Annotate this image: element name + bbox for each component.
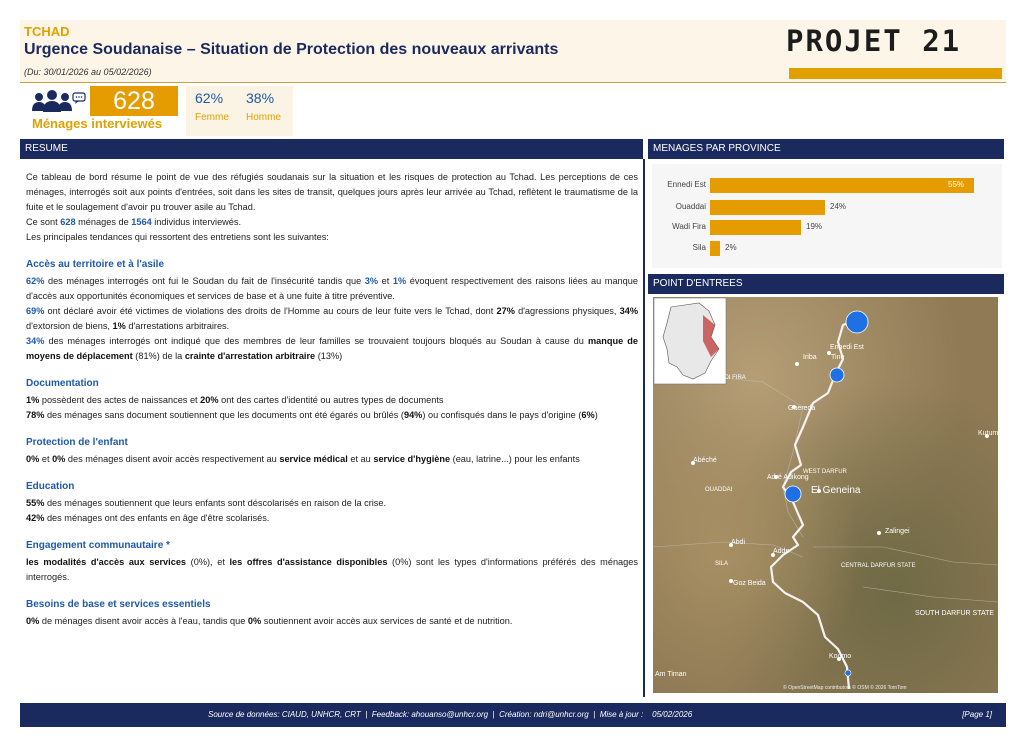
date-range: (Du: 30/01/2026 au 05/02/2026) — [24, 67, 152, 77]
female-label: Femme — [195, 112, 229, 123]
projet21-logo: PROJET 21 — [786, 24, 962, 58]
text: ) ou confisqués dans le pays d'origine ( — [422, 410, 582, 420]
text-bold: les modalités d'accès aux services — [26, 557, 187, 567]
map-label-am-timan: Am Timan — [655, 671, 687, 678]
map-label-wadi-fira: WADI FIRA — [715, 375, 746, 381]
map-label-ouaddai: OUADDAI — [705, 487, 733, 493]
basic-needs-title: Besoins de base et services essentiels — [26, 599, 211, 610]
text: d'arrestations arbitraires. — [125, 321, 230, 331]
count-households: 628 — [60, 217, 76, 227]
page-header — [20, 20, 1006, 82]
stat: 55% — [26, 498, 45, 508]
trends-text: Les principales tendances qui ressortent des entretiens sont les suivantes: — [26, 232, 329, 242]
text-bold: les offres d'assistance disponibles — [229, 557, 388, 567]
province-label: Sila — [692, 243, 706, 252]
map-label-adde: Adde — [773, 548, 790, 555]
province-bar — [710, 220, 801, 235]
province-row — [652, 178, 1002, 193]
community-title: Engagement communautaire * — [26, 540, 170, 551]
stat: 94% — [403, 410, 423, 420]
households-kpi — [20, 86, 186, 136]
map-label-ennedi: Ennedi Est — [830, 344, 864, 351]
text-bold: service médical — [279, 454, 348, 464]
provinces-header: MENAGES PAR PROVINCE — [648, 139, 1004, 159]
documentation-paragraph — [26, 393, 638, 423]
count-text: ménages de — [75, 217, 132, 227]
text: évoquent respectivement des raisons liées au manque d'accès aux opportunités économiques et services de base et à une fuite à titre préventive. — [26, 276, 638, 301]
province-bar — [710, 178, 974, 193]
count-text: individus interviewés. — [151, 217, 242, 227]
province-row — [652, 241, 1002, 256]
stat: 42% — [26, 513, 45, 523]
entry-points-header: POINT D'ENTREES — [648, 274, 1004, 294]
page-number: [Page 1] — [962, 710, 992, 719]
map-label-zalingei: Zalingei — [885, 528, 910, 535]
documentation-title: Documentation — [26, 378, 99, 389]
province-row — [652, 200, 1002, 215]
text: soutiennent avoir accès aux services de santé et de nutrition. — [261, 616, 513, 626]
child-protection-title: Protection de l'enfant — [26, 437, 128, 448]
child-protection-paragraph — [26, 452, 638, 467]
text: des ménages interrogés ont fui le Soudan du fait de l'insécurité tandis que — [44, 276, 365, 286]
entry-point-marker[interactable] — [830, 368, 844, 382]
map-label-abeche: Abéché — [693, 457, 717, 464]
education-title: Education — [26, 481, 75, 492]
access-paragraph — [26, 274, 638, 364]
male-pct: 38% — [246, 90, 275, 106]
stat: 78% — [26, 410, 45, 420]
text: (81%) de la — [132, 351, 185, 361]
text-bold: manque de moyens de déplacement — [26, 336, 639, 361]
text: et au — [347, 454, 374, 464]
stat: 34% — [26, 336, 45, 346]
text: des ménages ont des enfants en âge d'être scolarisés. — [44, 513, 270, 523]
entry-point-marker[interactable] — [845, 670, 851, 676]
text: et — [378, 276, 393, 286]
stat: 0% — [26, 616, 40, 626]
map-label-tine: Tine — [831, 354, 845, 361]
province-bar-chart — [652, 164, 1002, 268]
community-paragraph — [26, 555, 638, 585]
province-label: Wadi Fira — [672, 222, 706, 231]
stat: 34% — [619, 306, 639, 316]
map-label-el-geneina: El Geneina — [811, 485, 861, 496]
text-bold: crainte d'arrestation arbitraire — [184, 351, 316, 361]
entry-point-marker[interactable] — [785, 486, 801, 502]
male-stat — [246, 90, 281, 123]
gender-breakdown — [186, 86, 293, 136]
text: des ménages sans document soutiennent que les documents ont été égarés ou brûlés ( — [44, 410, 404, 420]
count-text: Ce sont — [26, 217, 61, 227]
logo-underline — [789, 68, 1002, 79]
stat: 20% — [200, 395, 219, 405]
text: (0%) sont les types d'informations préférés des ménages interrogés. — [26, 557, 638, 582]
intro-text: Ce tableau de bord résume le point de vue des réfugiés soudanais sur la situation et les risques de protection au Tchad. Les perceptions de ces ménages, interrogés soit aux points d'entrées, soit dans les sites de transit, quelques jours après leur arrivée au Tchad, reflètent le traumatisme de la fuite et le soulagement d'avoir pu trouver asile au Tchad. — [26, 172, 638, 212]
province-label: Ouaddai — [675, 202, 706, 211]
text: d'agressions physiques, — [514, 306, 620, 316]
text: d'extorsion de biens, — [26, 321, 113, 331]
map-label-guereda: Guereda — [788, 405, 816, 412]
province-bar — [710, 200, 825, 215]
text: (eau, latrine...) pour les enfants — [450, 454, 580, 464]
text: possèdent des actes de naissances et — [39, 395, 201, 405]
stat: 1% — [26, 395, 40, 405]
text: ) — [594, 410, 598, 420]
map-label-koumo: Koumo — [829, 653, 852, 660]
resume-header: RESUME — [20, 139, 643, 159]
province-value: 19% — [806, 222, 823, 231]
province-row — [652, 220, 1002, 235]
households-label: Ménages interviewés — [32, 116, 163, 131]
map-credits: © OpenStreetMap contributors © OSM © 2026 TomTom — [783, 685, 907, 691]
footer-sources: Source de données: CIAUD, UNHCR, CRT | Feedback: ahouanso@unhcr.org | Création: ndri@unhcr.org | Mise à jour : 05/02/2026 — [208, 710, 693, 719]
stat: 3% — [364, 276, 379, 286]
stat: 1% — [392, 276, 407, 286]
map-label-south-darfur: SOUTH DARFUR STATE — [915, 610, 995, 617]
country-label: TCHAD — [24, 24, 70, 39]
province-value: 2% — [725, 243, 737, 252]
map-label-abdi: Abdi — [731, 539, 746, 546]
map-label-adikong: Adré Adikong — [767, 474, 809, 481]
intro-paragraph — [26, 170, 638, 245]
stat: 27% — [496, 306, 515, 316]
households-count: 628 — [90, 86, 178, 116]
map-label-kutum: Kutum — [978, 430, 998, 437]
text: ont déclaré avoir été victimes de violations des droits de l'Homme au cours de leur fuite vers le Tchad, dont — [44, 306, 497, 316]
province-label: Ennedi Est — [667, 180, 706, 189]
text: des ménages disent avoir accès respectivement au — [65, 454, 280, 464]
text: (13%) — [315, 351, 343, 361]
province-bar — [710, 241, 720, 256]
stat: 0% — [26, 454, 40, 464]
stat: 69% — [26, 306, 45, 316]
map-canvas — [653, 297, 998, 693]
entry-point-marker[interactable] — [846, 311, 868, 333]
text: ont des cartes d'identité ou autres types de documents — [218, 395, 444, 405]
page-footer — [20, 703, 1006, 727]
province-value: 55% — [948, 180, 965, 189]
province-value: 24% — [830, 202, 847, 211]
text: (0%), et — [186, 557, 230, 567]
map-label-sila: SILA — [715, 561, 729, 567]
text: et — [39, 454, 53, 464]
resume-body — [26, 170, 638, 629]
stat: 62% — [26, 276, 45, 286]
access-title: Accès au territoire et à l'asile — [26, 259, 165, 270]
text: des ménages soutiennent que leurs enfants sont déscolarisés en raison de la crise. — [44, 498, 387, 508]
basic-needs-paragraph — [26, 614, 638, 629]
header-divider — [20, 82, 1006, 83]
map-label-goz-beida: Goz Beida — [733, 580, 766, 587]
education-paragraph — [26, 496, 638, 526]
map-label-iriba: Iriba — [803, 354, 817, 361]
stat: 6% — [581, 410, 595, 420]
people-group-icon — [30, 89, 88, 113]
male-label: Homme — [246, 112, 282, 123]
stat: 0% — [52, 454, 66, 464]
map-label-central-darfur: CENTRAL DARFUR STATE — [841, 563, 916, 569]
female-pct: 62% — [195, 90, 224, 106]
female-stat — [195, 90, 229, 123]
count-individuals: 1564 — [131, 217, 152, 227]
column-divider — [643, 159, 645, 697]
text-bold: service d'hygiène — [373, 454, 451, 464]
entry-points-map[interactable] — [653, 297, 998, 693]
stat: 0% — [247, 616, 262, 626]
map-label-west-darfur: WEST DARFUR — [803, 469, 847, 475]
text: des ménages interrogés ont indiqué que des membres de leur familles se trouvaient toujours bloqués au Soudan à cause du — [44, 336, 588, 346]
page-title: Urgence Soudanaise – Situation de Protection des nouveaux arrivants — [24, 41, 559, 58]
stat: 1% — [112, 321, 126, 331]
text: de ménages disent avoir accès à l'eau, tandis que — [39, 616, 248, 626]
